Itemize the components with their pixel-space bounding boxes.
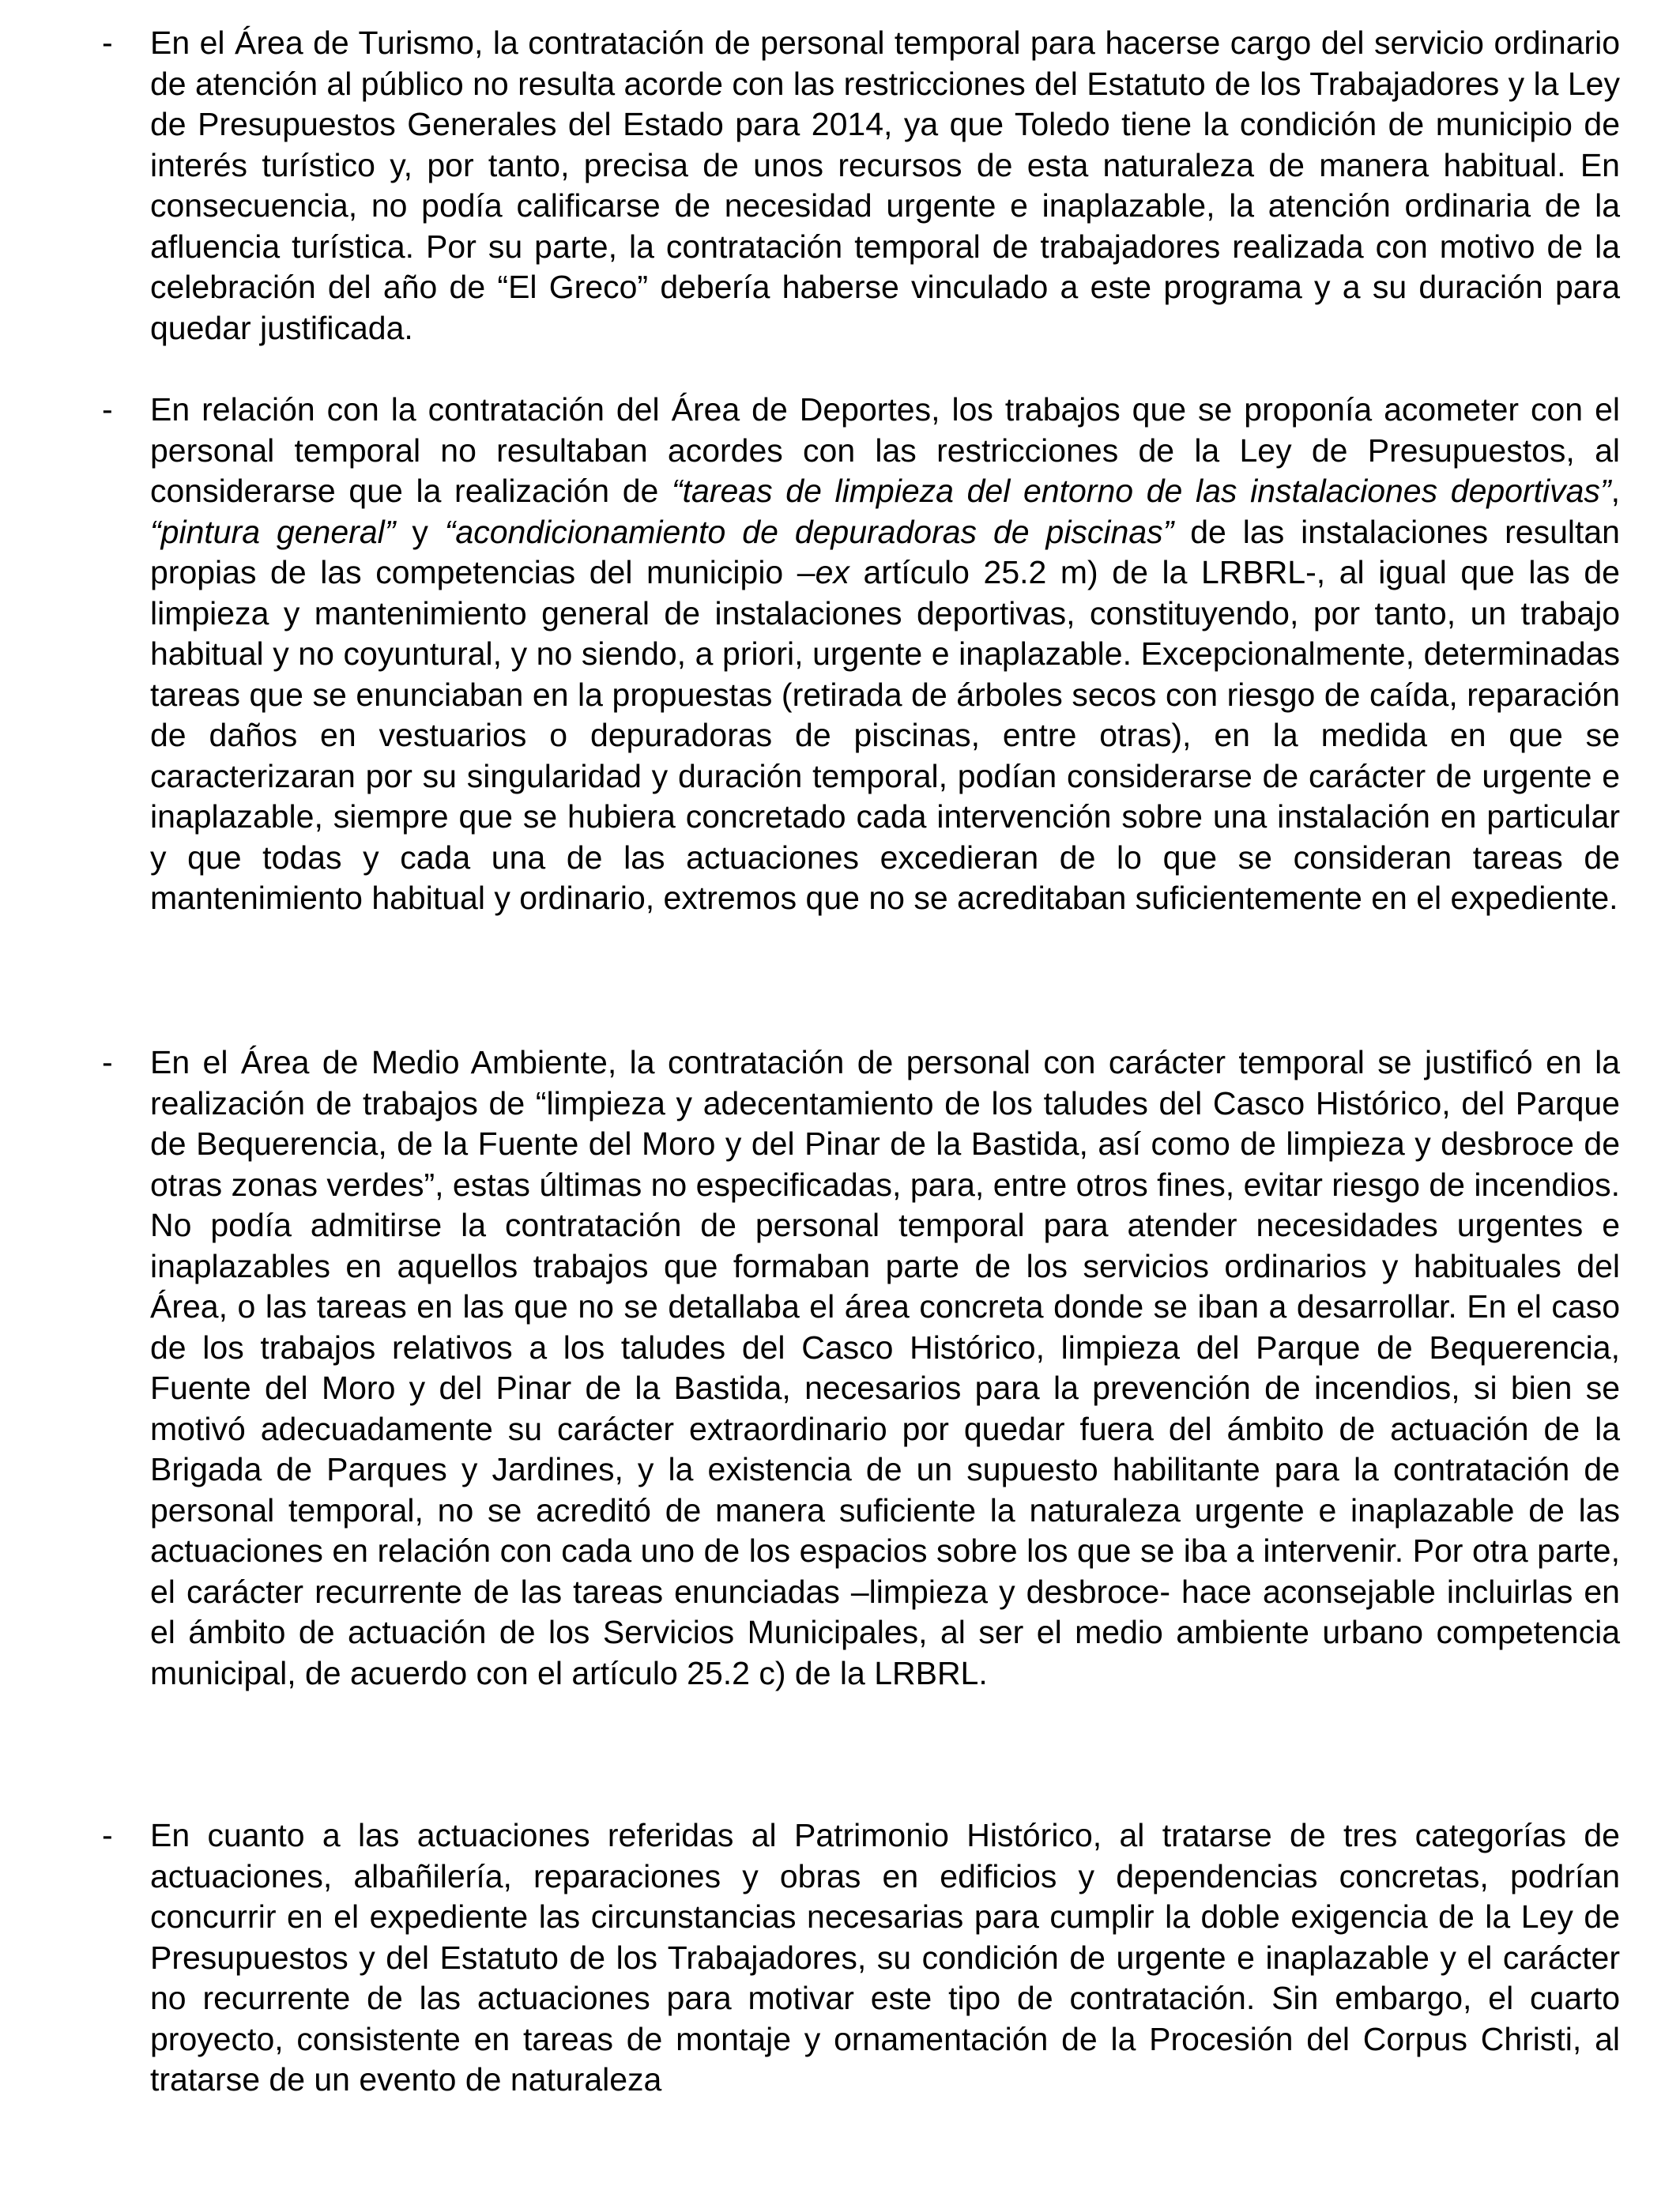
- italic-text-run: “tareas de limpieza del entorno de las instalaciones deportivas”: [672, 473, 1611, 509]
- paragraph-deportes: [150, 390, 1620, 919]
- text-run: En el Área de Medio Ambiente, la contratación de personal con carácter temporal se justificó en la realización de trabajos de “limpieza y adecentamiento de los taludes del Casco Histórico, del Parque de Bequerencia, de la Fuente del Moro y del Pinar de la Bastida, así como de limpieza y desbroce de otras zonas verdes”, estas últimas no especificadas, para, entre otros fines, evitar riesgo de incendios. No podía admitirse la contratación de personal temporal para atender necesidades urgentes e inaplazables en aquellos trabajos que formaban parte de los servicios ordinarios y habituales del Área, o las tareas en las que no se detallaba el área concreta donde se iban a desarrollar. En el caso de los trabajos relativos a los taludes del Casco Histórico, limpieza del Parque de Bequerencia, Fuente del Moro y del Pinar de la Bastida, necesarios para la prevención de incendios, si bien se motivó adecuadamente su carácter extraordinario por quedar fuera del ámbito de actuación de la Brigada de Parques y Jardines, y la existencia de un supuesto habilitante para la contratación de personal temporal, no se acreditó de manera suficiente la naturaleza urgente e inaplazable de las actuaciones en relación con cada uno de los espacios sobre los que se iba a intervenir. Por otra parte, el carácter recurrente de las tareas enunciadas –limpieza y desbroce- hace aconsejable incluirlas en el ámbito de actuación de los Servicios Municipales, al ser el medio ambiente urbano competencia municipal, de acuerdo con el artículo 25.2 c) de la LRBRL.: [150, 1044, 1620, 1691]
- text-run: artículo 25.2 m) de la LRBRL-, al igual que las de limpieza y mantenimiento general de instalaciones deportivas, constituyendo, por tanto, un trabajo habitual y no coyuntural, y no siendo, a priori, urgente e inaplazable. Excepcionalmente, determinadas tareas que se enunciaban en la propuestas (retirada de árboles secos con riesgo de caída, reparación de daños en vestuarios o depuradoras de piscinas, entre otras), en la medida en que se caracterizaran por su singularidad y duración temporal, podían considerarse de carácter de urgente e inaplazable, siempre que se hubiera concretado cada intervención sobre una instalación en particular y que todas y cada una de las actuaciones excedieran de lo que se consideran tareas de mantenimiento habitual y ordinario, extremos que no se acreditaban suficientemente en el expediente.: [150, 554, 1620, 916]
- paragraph-medio-ambiente: [150, 1042, 1620, 1694]
- italic-text-run: “acondicionamiento de depuradoras de piscinas”: [444, 513, 1174, 550]
- italic-text-run: “pintura general”: [150, 513, 396, 550]
- bullet-dash: -: [102, 1817, 113, 1853]
- text-run: En cuanto a las actuaciones referidas al Patrimonio Histórico, al tratarse de tres categorías de actuaciones, albañilería, reparaciones y obras en edificios y dependencias concretas, podrían concurrir en el expediente las circunstancias necesarias para cumplir la doble exigencia de la Ley de Presupuestos y del Estatuto de los Trabajadores, su condición de urgente e inaplazable y el carácter no recurrente de las actuaciones para motivar este tipo de contratación. Sin embargo, el cuarto proyecto, consistente en tareas de montaje y ornamentación de la Procesión del Corpus Christi, al tratarse de un evento de naturaleza: [150, 1817, 1620, 2098]
- italic-text-run: ex: [815, 554, 849, 590]
- bullet-dash: -: [102, 25, 113, 61]
- bullet-dash: -: [102, 1044, 113, 1080]
- paragraph-patrimonio: [150, 1815, 1620, 2101]
- paragraph-turismo: [150, 23, 1620, 349]
- text-run: En relación con la contratación del Área de Deportes, los trabajos que se proponía acometer con el personal temporal no resultaban acordes con las restricciones de la Ley de Presupuestos, al considerarse que la realización de: [150, 391, 1620, 509]
- bullet-dash: -: [102, 391, 113, 428]
- text-run: y: [395, 513, 445, 550]
- text-run: En el Área de Turismo, la contratación de personal temporal para hacerse cargo del servicio ordinario de atención al público no resulta acorde con las restricciones del Estatuto de los Trabajadores y la Ley de Presupuestos Generales del Estado para 2014, ya que Toledo tiene la condición de municipio de interés turístico y, por tanto, precisa de unos recursos de esta naturaleza de manera habitual. En consecuencia, no podía calificarse de necesidad urgente e inaplazable, la atención ordinaria de la afluencia turística. Por su parte, la contratación temporal de trabajadores realizada con motivo de la celebración del año de “El Greco” debería haberse vinculado a este programa y a su duración para quedar justificada.: [150, 25, 1620, 346]
- text-run: de las instalaciones resultan propias de las competencias del municipio –: [150, 513, 1620, 590]
- text-run: ,: [1610, 473, 1620, 509]
